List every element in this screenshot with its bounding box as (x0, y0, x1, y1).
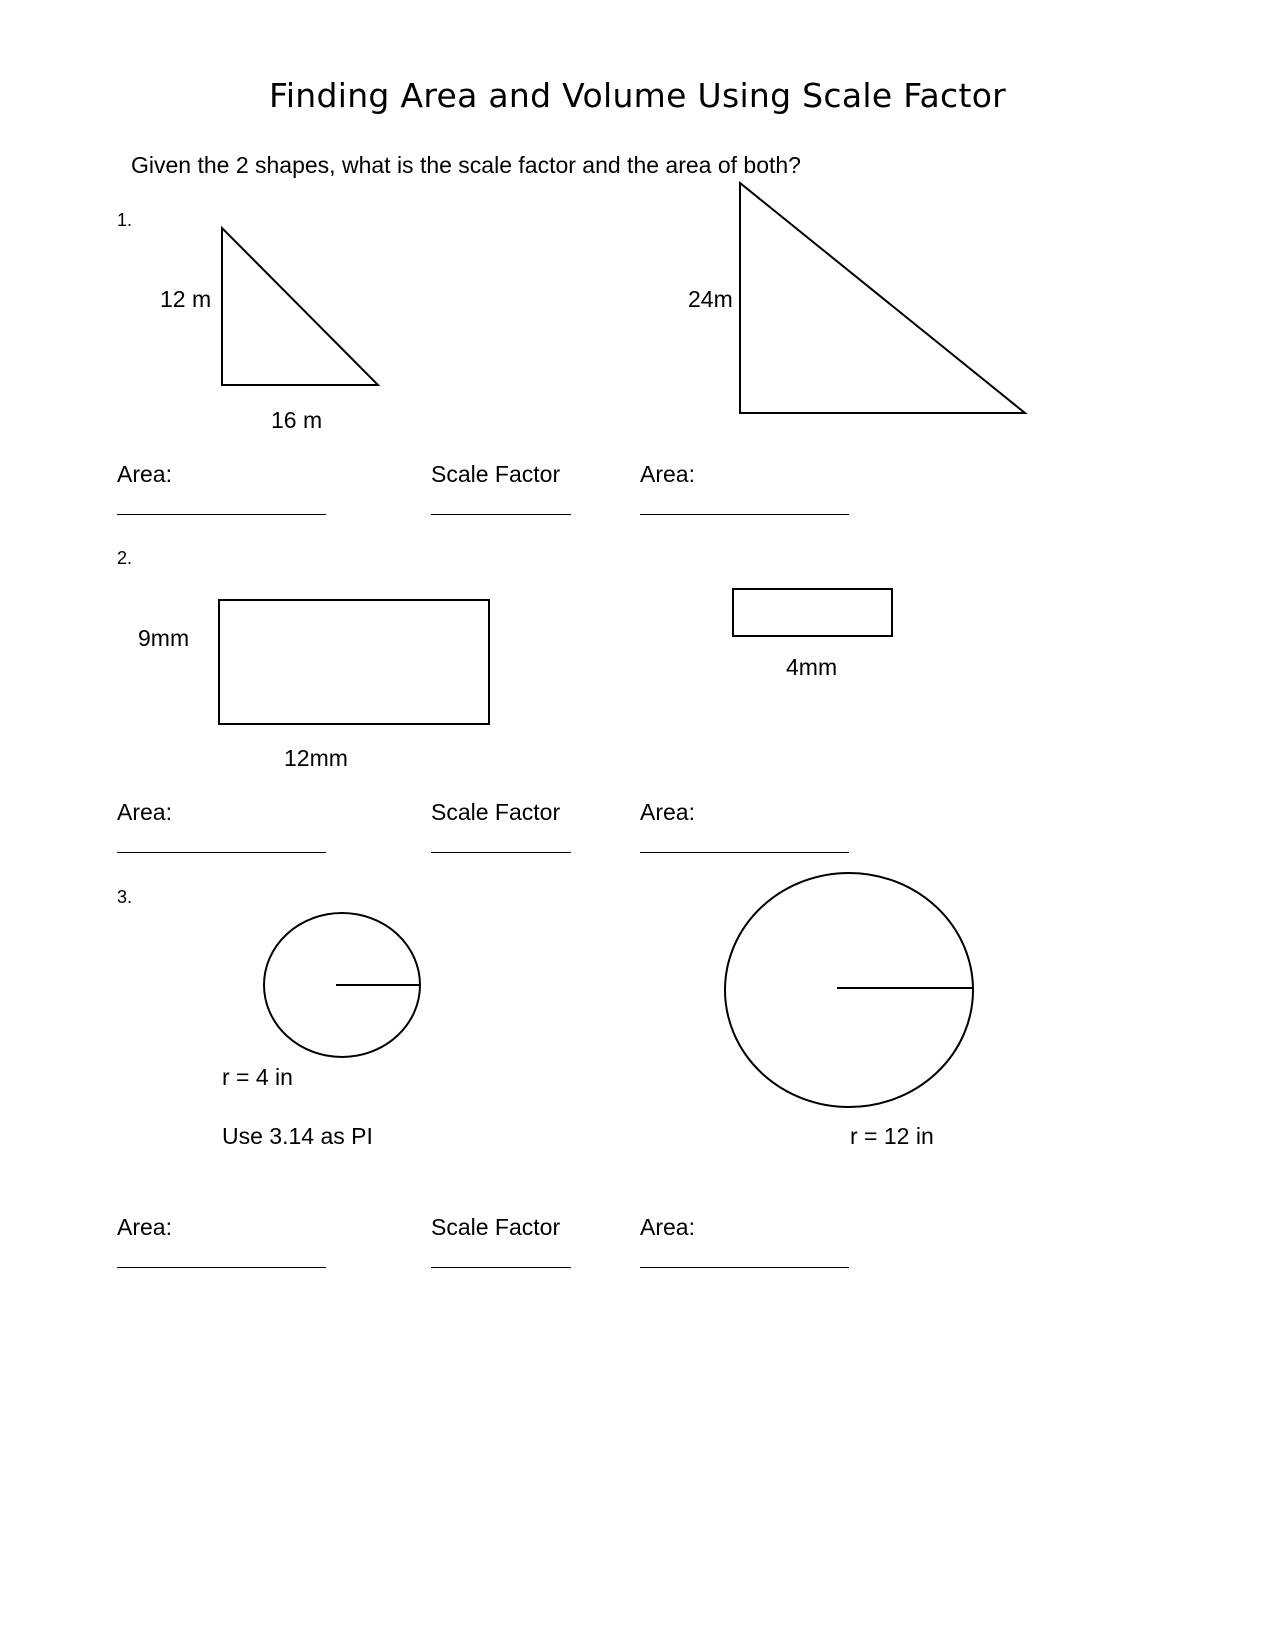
triangle-small-base-label: 16 m (271, 407, 323, 433)
rectangle-small-width-label: 4mm (786, 654, 838, 680)
area-label: Area: (640, 461, 695, 487)
circle-small-radius-label: r = 4 in (222, 1064, 293, 1090)
instructions: Given the 2 shapes, what is the scale factor and the area of both? (131, 152, 801, 178)
large-rectangle (219, 600, 489, 724)
area-label: Area: (640, 1214, 695, 1240)
problem-number: 2. (117, 548, 133, 568)
large-circle (725, 873, 973, 1107)
page-title: Finding Area and Volume Using Scale Factor (268, 76, 1007, 115)
area-label: Area: (117, 461, 172, 487)
small-right-triangle (222, 228, 378, 385)
scale-factor-label: Scale Factor (431, 1214, 561, 1240)
area-answer-blank[interactable] (117, 514, 326, 515)
triangle-small-height-label: 12 m (160, 286, 212, 312)
scale-factor-label: Scale Factor (431, 461, 561, 487)
area-answer-blank[interactable] (640, 1267, 849, 1268)
area-answer-blank[interactable] (640, 852, 849, 853)
pi-note: Use 3.14 as PI (222, 1123, 373, 1149)
area-label: Area: (117, 799, 172, 825)
triangle-large-height-label: 24m (688, 286, 733, 312)
area-answer-blank[interactable] (117, 1267, 326, 1268)
area-answer-blank[interactable] (640, 514, 849, 515)
rectangle-large-height-label: 9mm (138, 625, 190, 651)
problem-number: 3. (117, 887, 133, 907)
scale-factor-answer-blank[interactable] (431, 852, 571, 853)
large-right-triangle (740, 183, 1025, 413)
scale-factor-label: Scale Factor (431, 799, 561, 825)
scale-factor-answer-blank[interactable] (431, 1267, 571, 1268)
circle-large-radius-label: r = 12 in (850, 1123, 934, 1149)
area-label: Area: (640, 799, 695, 825)
rectangle-large-width-label: 12mm (284, 745, 348, 771)
scale-factor-answer-blank[interactable] (431, 514, 571, 515)
area-label: Area: (117, 1214, 172, 1240)
problem-number: 1. (117, 210, 133, 230)
small-rectangle (733, 589, 892, 636)
area-answer-blank[interactable] (117, 852, 326, 853)
